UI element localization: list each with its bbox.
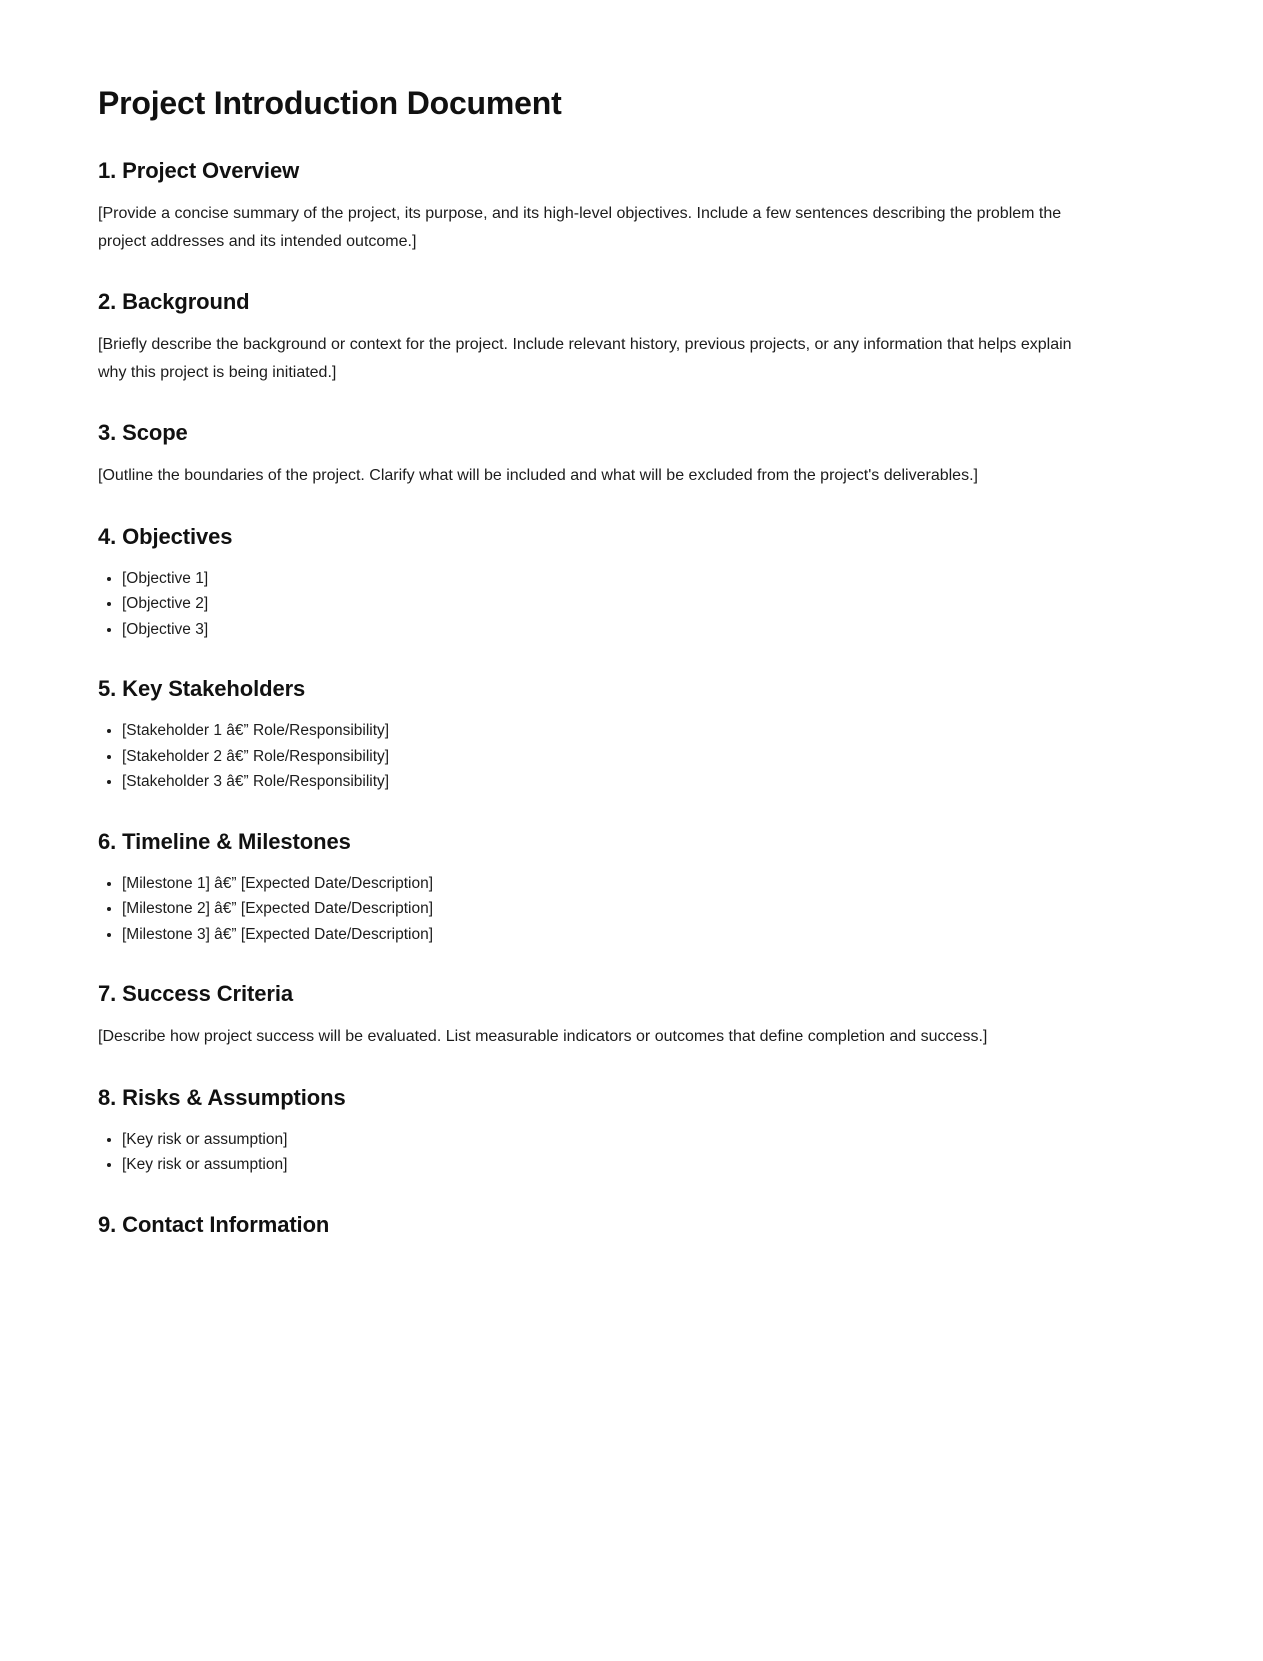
list-item: • [Stakeholder 1 â€” Role/Responsibility] <box>122 718 1083 744</box>
section-paragraph: [Provide a concise summary of the project, its purpose, and its high-level objectives. Include a few sentences describing the problem the project addresses and its intended outcome.] <box>98 205 1062 250</box>
bullet-list <box>98 871 1083 948</box>
list-item: • [Milestone 3] â€” [Expected Date/Description] <box>122 922 1083 948</box>
document-body <box>98 0 1083 1239</box>
bullet-list <box>98 566 1083 643</box>
section-key-stakeholders <box>98 674 1083 795</box>
bullet-list <box>98 1127 1083 1178</box>
section-project-overview <box>98 156 1083 255</box>
section-heading: 9. Contact Information <box>98 1211 330 1237</box>
section-contact-information <box>98 1210 1083 1239</box>
section-paragraph: [Briefly describe the background or context for the project. Include relevant history, previous projects, or any information that helps explain why this project is being initiated.] <box>98 336 1072 381</box>
list-item: • [Stakeholder 2 â€” Role/Responsibility] <box>122 744 1083 770</box>
section-heading: 5. Key Stakeholders <box>98 676 306 701</box>
document-title: Project Introduction Document <box>98 85 562 121</box>
section-heading: 7. Success Criteria <box>98 981 293 1006</box>
section-heading: 1. Project Overview <box>98 158 300 183</box>
section-objectives <box>98 522 1083 643</box>
list-item: • [Key risk or assumption] <box>122 1152 1083 1178</box>
section-risks-assumptions <box>98 1083 1083 1178</box>
list-item: • [Key risk or assumption] <box>122 1127 1083 1153</box>
section-heading: 3. Scope <box>98 420 188 445</box>
section-heading: 2. Background <box>98 289 250 314</box>
list-item: • [Objective 3] <box>122 617 1083 643</box>
bullet-list <box>98 718 1083 795</box>
section-heading: 4. Objectives <box>98 523 233 549</box>
list-item: • [Milestone 1] â€” [Expected Date/Description] <box>122 871 1083 897</box>
list-item: • [Milestone 2] â€” [Expected Date/Description] <box>122 896 1083 922</box>
section-heading: 6. Timeline & Milestones <box>98 828 351 854</box>
section-paragraph: [Describe how project success will be evaluated. List measurable indicators or outcomes that define completion and success.] <box>98 1028 988 1045</box>
section-paragraph: [Outline the boundaries of the project. Clarify what will be included and what will be excluded from the project's deliverables.] <box>98 467 978 484</box>
section-timeline-milestones <box>98 827 1083 948</box>
list-item: • [Objective 1] <box>122 566 1083 592</box>
section-heading: 8. Risks & Assumptions <box>98 1084 346 1110</box>
section-scope <box>98 418 1083 490</box>
section-background <box>98 287 1083 386</box>
list-item: • [Stakeholder 3 â€” Role/Responsibility] <box>122 769 1083 795</box>
section-success-criteria <box>98 979 1083 1051</box>
list-item: • [Objective 2] <box>122 591 1083 617</box>
